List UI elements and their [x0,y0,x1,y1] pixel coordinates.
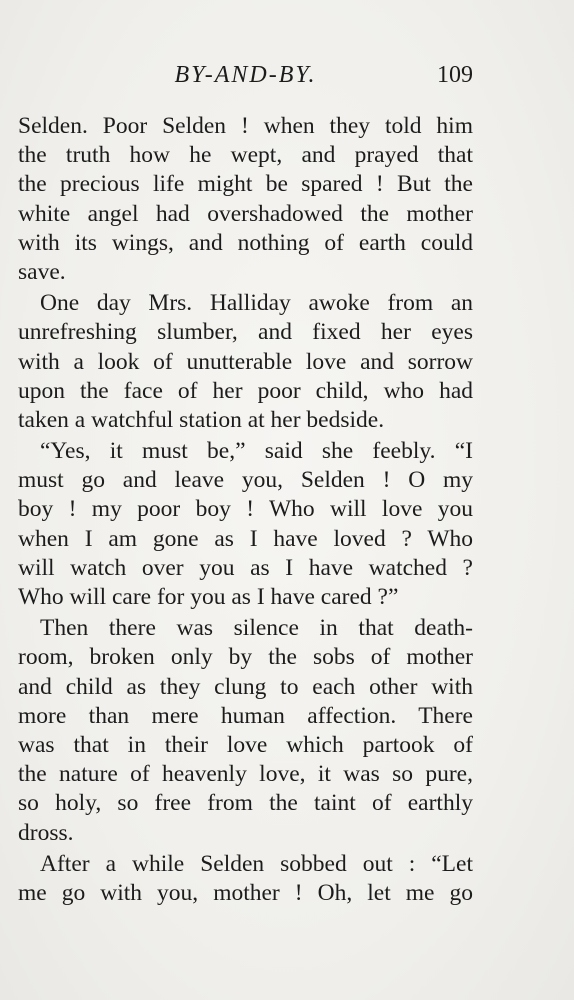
text-line: upon the face of her poor child, who had [18,377,473,404]
text-line: “Yes, it must be,” said she feebly. “I [40,438,473,465]
paragraph [18,614,473,848]
text-line: and child as they clung to each other with [18,673,473,700]
text-line: dross. [18,819,74,846]
text-line: the truth how he wept, and prayed that [18,142,473,169]
text-line: taken a watchful station at her bedside. [18,406,385,433]
text-line: save. [18,258,66,285]
text-line: the precious life might be spared ! But the [18,171,473,198]
paragraph [18,112,473,287]
text-line: will watch over you as I have watched ? [18,554,473,581]
paragraph [18,850,473,908]
text-line: me go with you, mother ! Oh, let me go [18,879,473,906]
text-line: After a while Selden sobbed out : “Let [40,850,473,877]
text-line: was that in their love which partook of [18,731,473,758]
running-title: BY-AND-BY. [174,62,317,88]
body-text [18,112,473,908]
text-line: room, broken only by the sobs of mother [18,644,473,671]
text-line: unrefreshing slumber, and fixed her eyes [18,319,473,346]
text-line: with its wings, and nothing of earth could [18,229,473,256]
text-line: with a look of unutterable love and sorrow [18,348,473,375]
text-line: must go and leave you, Selden ! O my [18,467,473,494]
text-line: more than mere human affection. There [18,702,473,729]
page-number: 109 [437,62,473,88]
paragraph [18,437,473,612]
paragraph [18,289,473,435]
text-line: One day Mrs. Halliday awoke from an [40,290,473,317]
running-head [18,62,473,96]
text-line: boy ! my poor boy ! Who will love you [18,496,473,523]
text-line: Then there was silence in that death- [40,615,473,642]
text-line: so holy, so free from the taint of earthly [18,790,473,817]
text-line: Who will care for you as I have cared ?” [18,584,399,610]
text-line: when I am gone as I have loved ? Who [18,525,473,552]
text-line: Selden. Poor Selden ! when they told him [18,113,473,139]
text-line: white angel had overshadowed the mother [18,200,473,227]
text-line: the nature of heavenly love, it was so pure, [18,761,473,788]
